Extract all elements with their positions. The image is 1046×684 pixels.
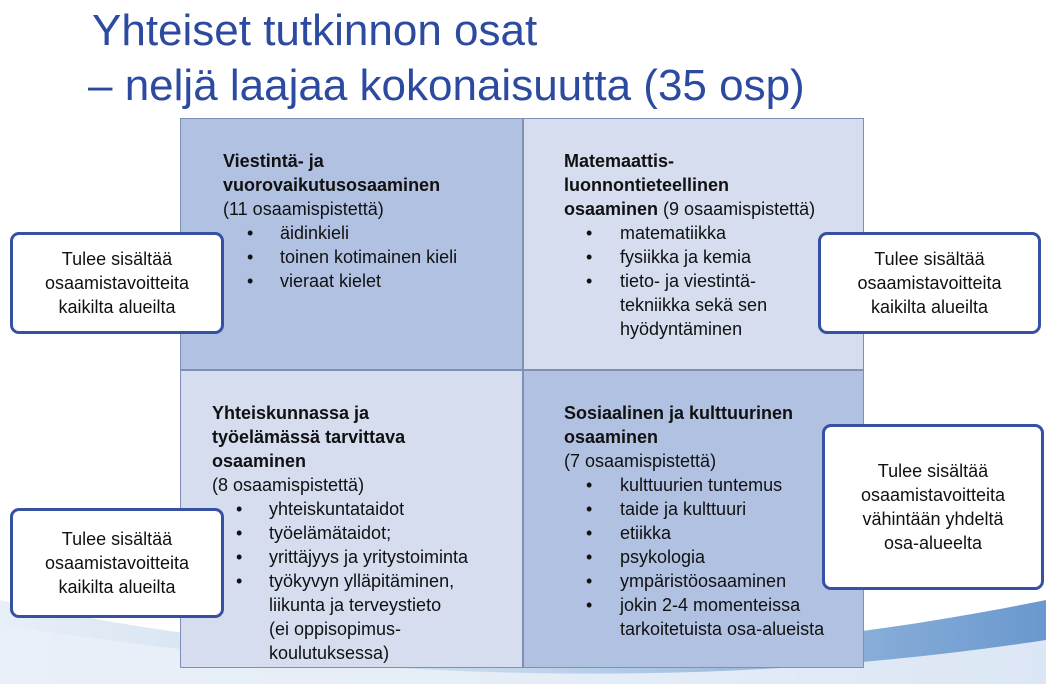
quadrant-society-working-life xyxy=(180,370,523,668)
bullet-list xyxy=(212,497,468,665)
quadrant-title: Yhteiskunnassa ja työelämässä tarvittava osaaminen xyxy=(212,403,406,471)
callout-top-left xyxy=(10,232,224,334)
quadrant-points: (9 osaamispistettä) xyxy=(663,199,816,219)
callout-bottom-left xyxy=(10,508,224,618)
quadrant-mathematics-science xyxy=(523,118,864,370)
quadrant-points: (11 osaamispistettä) xyxy=(223,199,384,219)
bullet-list xyxy=(564,473,824,641)
list-item: • työkyvyn ylläpitäminen, liikunta ja terveystieto (ei oppisopimus- koulutuksessa) xyxy=(212,569,468,665)
quadrant-points: (7 osaamispistettä) xyxy=(564,451,717,471)
callout-top-right xyxy=(818,232,1041,334)
quadrant-social-cultural xyxy=(523,370,864,668)
quadrant-communication xyxy=(180,118,523,370)
callout-text: Tulee sisältää osaamistavoitteita kaikilta alueilta xyxy=(857,249,1002,317)
list-item: • etiikka xyxy=(564,521,824,545)
callout-text: Tulee sisältää osaamistavoitteita vähintään yhdeltä osa-alueelta xyxy=(860,461,1006,553)
quadrant-points: (8 osaamispistettä) xyxy=(212,475,365,495)
callout-text: Tulee sisältää osaamistavoitteita kaikilta alueilta xyxy=(44,529,190,597)
callout-bottom-right xyxy=(822,424,1044,590)
slide-title-line-1: Yhteiset tutkinnon osat xyxy=(92,6,538,55)
list-item: • jokin 2-4 momenteissa tarkoitetuista osa-alueista xyxy=(564,593,824,641)
slide-title-line-2: – neljä laajaa kokonaisuutta (35 osp) xyxy=(88,61,805,110)
list-item: • toinen kotimainen kieli xyxy=(223,245,457,269)
bullet-list xyxy=(564,221,815,341)
list-item: • matematiikka xyxy=(564,221,815,245)
list-item: • yhteiskuntataidot xyxy=(212,497,468,521)
list-item: • ympäristöosaaminen xyxy=(564,569,824,593)
callout-text: Tulee sisältää osaamistavoitteita kaikilta alueilta xyxy=(44,249,190,317)
list-item: • yrittäjyys ja yritystoiminta xyxy=(212,545,468,569)
quadrant-title: Matemaattis- luonnontieteellinen osaaminen (9 osaamispistettä) xyxy=(564,151,816,219)
list-item: • tieto- ja viestintä- tekniikka sekä sen hyödyntäminen xyxy=(564,269,815,341)
list-item: • fysiikka ja kemia xyxy=(564,245,815,269)
list-item: • kulttuurien tuntemus xyxy=(564,473,824,497)
list-item: • psykologia xyxy=(564,545,824,569)
list-item: • äidinkieli xyxy=(223,221,457,245)
list-item: • taide ja kulttuuri xyxy=(564,497,824,521)
list-item: • vieraat kielet xyxy=(223,269,457,293)
list-item: • työelämätaidot; xyxy=(212,521,468,545)
quadrant-title: Viestintä- ja vuorovaikutusosaaminen xyxy=(223,151,441,195)
bullet-list xyxy=(223,221,457,293)
quadrant-title: Sosiaalinen ja kulttuurinen osaaminen xyxy=(564,403,794,447)
